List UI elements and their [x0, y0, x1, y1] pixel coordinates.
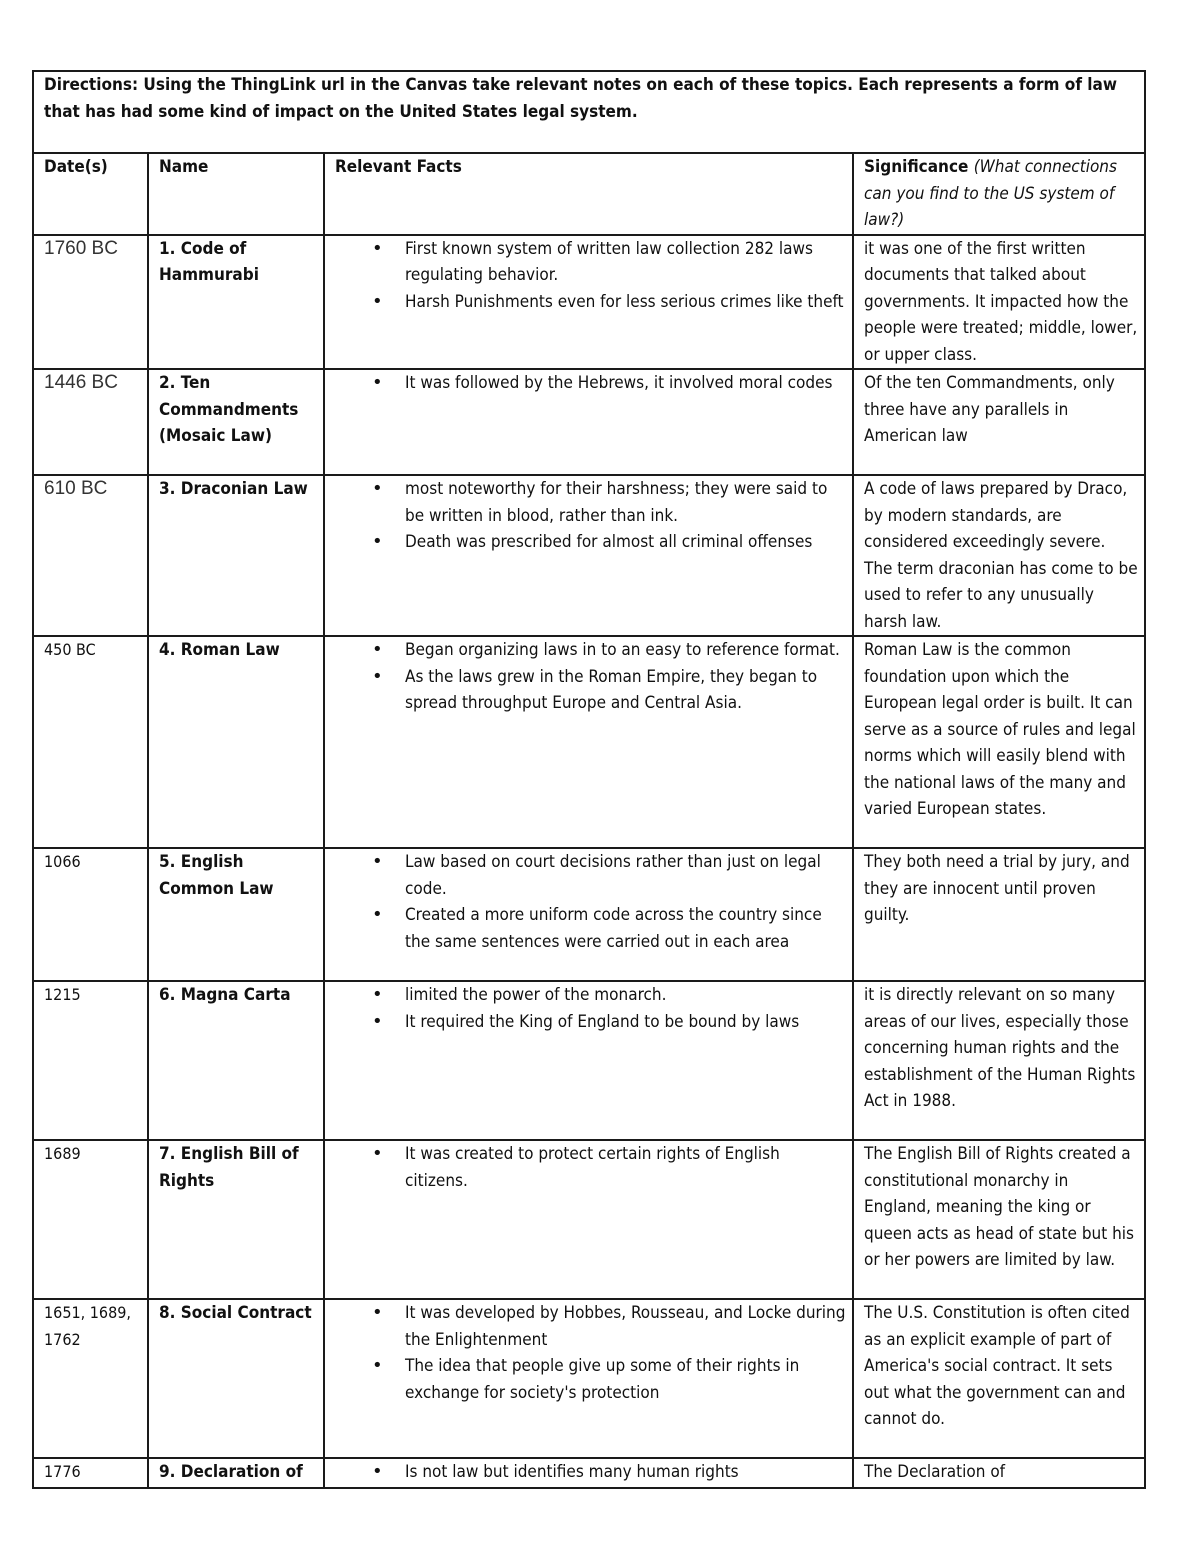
fact-item: • First known system of written law collection 282 laws regulating behavior. — [405, 236, 846, 289]
facts-cell — [324, 1299, 853, 1458]
significance-cell: Of the ten Commandments, only three have any parallels in American law — [853, 369, 1145, 475]
fact-item: • limited the power of the monarch. — [405, 982, 846, 1009]
significance-cell: The English Bill of Rights created a constitutional monarchy in England, meaning the king or queen acts as head of state but his or her powers are limited by law. — [853, 1140, 1145, 1299]
facts-cell — [324, 1140, 853, 1299]
date-cell: 610 BC — [33, 475, 148, 636]
facts-list — [335, 236, 846, 316]
header-significance-note: (What connections can you find to the US system of law?) — [864, 157, 1117, 230]
facts-cell — [324, 981, 853, 1140]
header-name: Name — [148, 153, 324, 235]
facts-cell — [324, 636, 853, 848]
fact-item: • It was created to protect certain rights of English citizens. — [405, 1141, 846, 1194]
header-date: Date(s) — [33, 153, 148, 235]
date-cell: 1776 — [33, 1458, 148, 1488]
name-cell: 2. Ten Commandments (Mosaic Law) — [148, 369, 324, 475]
facts-list — [335, 849, 846, 955]
notes-table — [32, 70, 1146, 1489]
facts-cell — [324, 369, 853, 475]
facts-list — [335, 476, 846, 556]
facts-list — [335, 982, 846, 1035]
name-cell: 5. English Common Law — [148, 848, 324, 981]
significance-cell: it is directly relevant on so many areas of our lives, especially those concerning human rights and the establishment of the Human Rights Act in 1988. — [853, 981, 1145, 1140]
fact-item: • Harsh Punishments even for less serious crimes like theft — [405, 289, 846, 316]
date-cell: 450 BC — [33, 636, 148, 848]
facts-list — [335, 1300, 846, 1406]
name-cell: 3. Draconian Law — [148, 475, 324, 636]
header-row — [33, 153, 1145, 235]
date-cell: 1446 BC — [33, 369, 148, 475]
table-row — [33, 981, 1145, 1140]
facts-list — [335, 637, 846, 717]
facts-cell — [324, 235, 853, 370]
name-cell: 6. Magna Carta — [148, 981, 324, 1140]
fact-item: • The idea that people give up some of their rights in exchange for society's protection — [405, 1353, 846, 1406]
table-row — [33, 1140, 1145, 1299]
facts-list — [335, 1141, 846, 1194]
fact-item: • It required the King of England to be bound by laws — [405, 1009, 846, 1036]
directions-row — [33, 71, 1145, 153]
fact-item: • As the laws grew in the Roman Empire, they began to spread throughput Europe and Central Asia. — [405, 664, 846, 717]
table-row — [33, 848, 1145, 981]
name-cell: 1. Code of Hammurabi — [148, 235, 324, 370]
name-cell: 7. English Bill of Rights — [148, 1140, 324, 1299]
facts-cell — [324, 475, 853, 636]
fact-item: • Law based on court decisions rather than just on legal code. — [405, 849, 846, 902]
header-facts: Relevant Facts — [324, 153, 853, 235]
significance-cell: The U.S. Constitution is often cited as an explicit example of part of America's social contract. It sets out what the government can and cannot do. — [853, 1299, 1145, 1458]
name-cell: 9. Declaration of — [148, 1458, 324, 1488]
fact-item: • Began organizing laws in to an easy to reference format. — [405, 637, 846, 664]
date-cell: 1066 — [33, 848, 148, 981]
date-cell: 1689 — [33, 1140, 148, 1299]
name-cell: 8. Social Contract — [148, 1299, 324, 1458]
fact-item: • most noteworthy for their harshness; they were said to be written in blood, rather than ink. — [405, 476, 846, 529]
fact-item: • It was developed by Hobbes, Rousseau, and Locke during the Enlightenment — [405, 1300, 846, 1353]
date-cell: 1215 — [33, 981, 148, 1140]
header-significance — [853, 153, 1145, 235]
fact-item: • Created a more uniform code across the country since the same sentences were carried out in each area — [405, 902, 846, 955]
table-row — [33, 1458, 1145, 1488]
fact-item: • Death was prescribed for almost all criminal offenses — [405, 529, 846, 556]
significance-cell: A code of laws prepared by Draco, by modern standards, are considered exceedingly severe. The term draconian has come to be used to refer to any unusually harsh law. — [853, 475, 1145, 636]
name-cell: 4. Roman Law — [148, 636, 324, 848]
facts-cell — [324, 848, 853, 981]
significance-cell: The Declaration of — [853, 1458, 1145, 1488]
fact-item: • Is not law but identifies many human rights — [405, 1459, 846, 1486]
table-row — [33, 369, 1145, 475]
table-row — [33, 1299, 1145, 1458]
significance-cell: They both need a trial by jury, and they are innocent until proven guilty. — [853, 848, 1145, 981]
significance-cell: it was one of the first written documents that talked about governments. It impacted how the people were treated; middle, lower, or upper class. — [853, 235, 1145, 370]
facts-list — [335, 1459, 846, 1486]
table-row — [33, 475, 1145, 636]
table-row — [33, 636, 1145, 848]
table-row — [33, 235, 1145, 370]
header-significance-label: Significance — [864, 157, 969, 177]
facts-list — [335, 370, 846, 397]
date-cell: 1760 BC — [33, 235, 148, 370]
significance-cell: Roman Law is the common foundation upon which the European legal order is built. It can serve as a source of rules and legal norms which will easily blend with the national laws of the many and varied European states. — [853, 636, 1145, 848]
directions-text: Directions: Using the ThingLink url in the Canvas take relevant notes on each of these topics. Each represents a form of law that has had some kind of impact on the United States legal system. — [33, 71, 1145, 153]
facts-cell — [324, 1458, 853, 1488]
fact-item: • It was followed by the Hebrews, it involved moral codes — [405, 370, 846, 397]
date-cell: 1651, 1689, 1762 — [33, 1299, 148, 1458]
